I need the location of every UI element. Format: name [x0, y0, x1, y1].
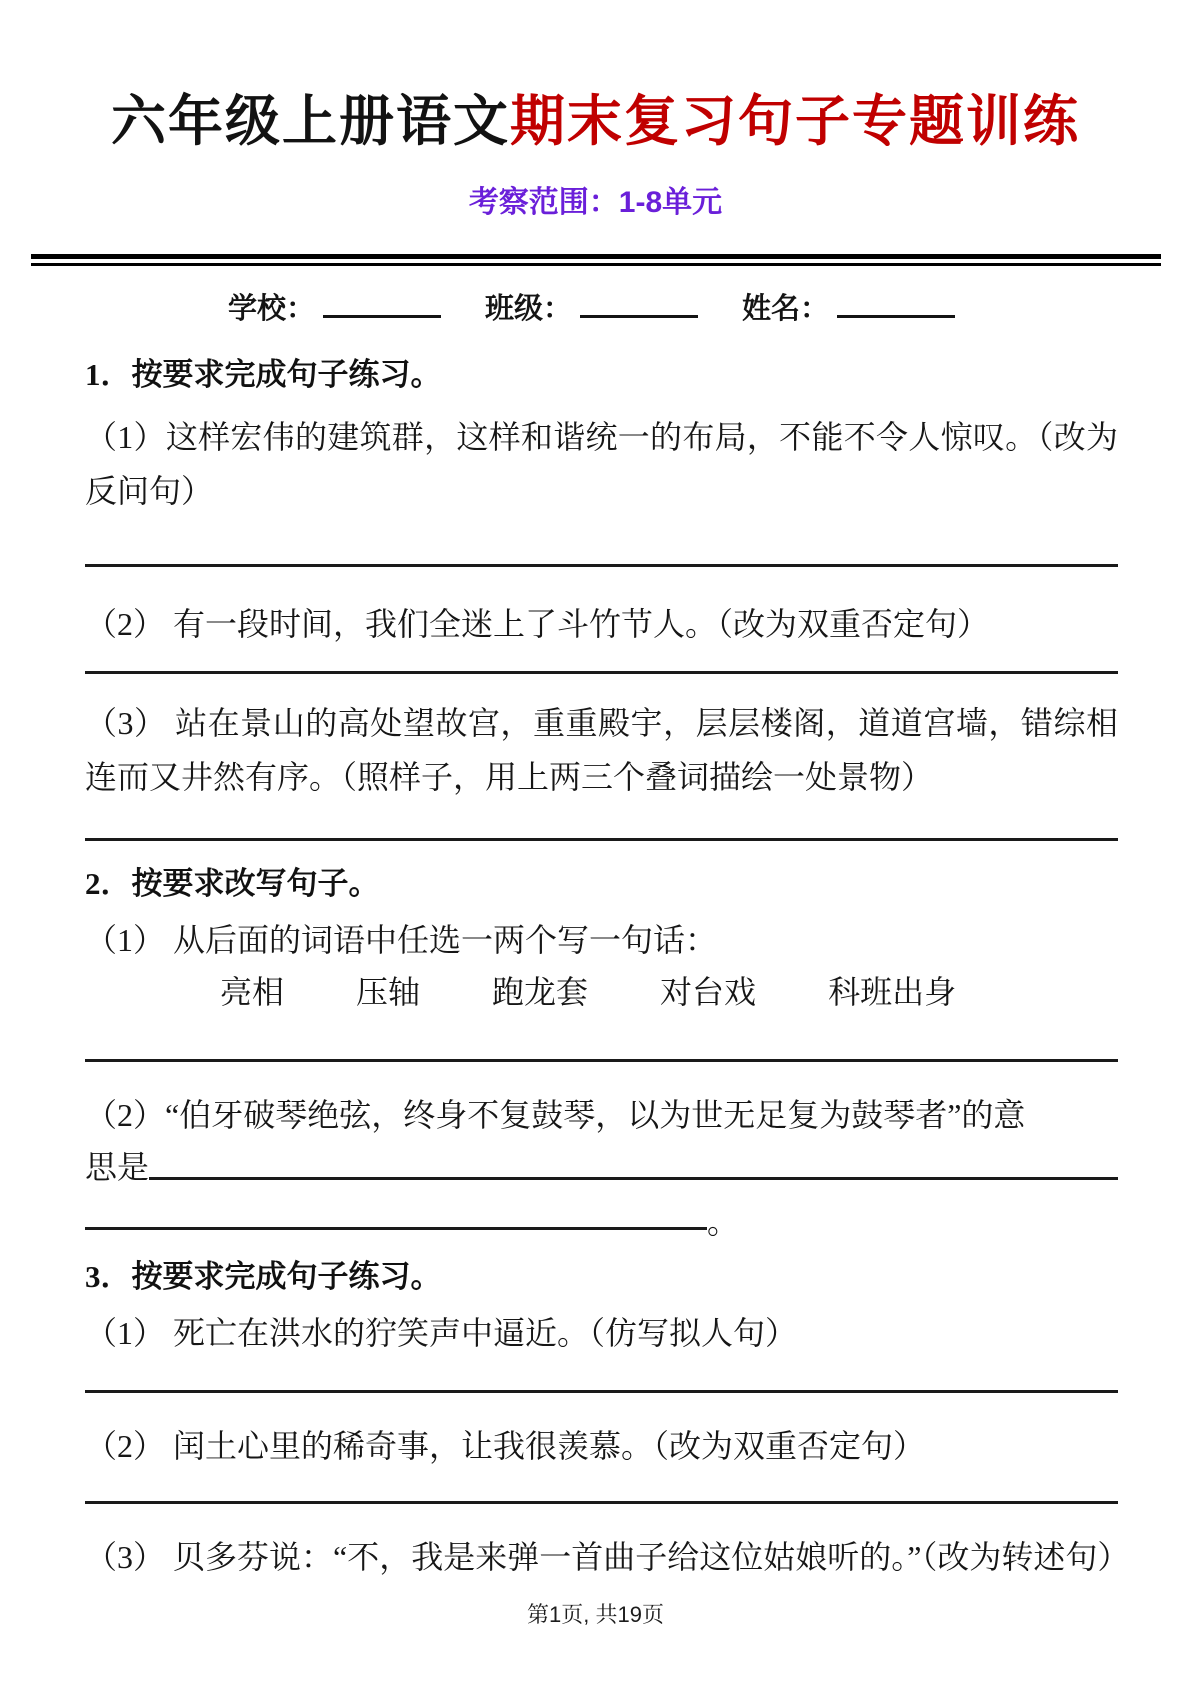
- section-3-heading: 3．按要求完成句子练习。: [85, 1259, 442, 1294]
- section-2-heading: 2．按要求改写句子。: [85, 866, 380, 901]
- worksheet-body: [0, 354, 1191, 1584]
- class-label: 班级：: [485, 293, 573, 325]
- word-choice-list: [220, 969, 1118, 1015]
- question-1-2: （2） 有一段时间，我们全迷上了斗竹节人。（改为双重否定句）: [85, 606, 990, 642]
- answer-line: [85, 1390, 1118, 1393]
- answer-line-inline: [149, 1142, 1118, 1180]
- question-2-2-line3: [85, 1202, 1118, 1242]
- question-1-3: （3） 站在景山的高处望故宫，重重殿宇，层层楼阁，道道宫墙，错综相连而又井然有序。（照样子，用上两三个叠词描绘一处景物）: [85, 705, 1118, 795]
- question-3-3: （3） 贝多芬说：“不，我是来弹一首曲子给这位姑娘听的。”（改为转述句）: [85, 1539, 1130, 1575]
- word-item: 对台戏: [660, 974, 757, 1010]
- question-2-2-prefix: 思是: [85, 1149, 150, 1185]
- word-item: 科班出身: [828, 974, 957, 1010]
- title-red-part: 期末复习句子专题训练: [510, 90, 1081, 152]
- question-2-2: [85, 1088, 1118, 1242]
- question-2-2-period: 。: [707, 1204, 740, 1240]
- class-blank-line: [580, 286, 698, 318]
- answer-line: [85, 1059, 1118, 1062]
- question-2-1: （1） 从后面的词语中任选一两个写一句话：: [85, 922, 718, 958]
- question-2-2-line2: [85, 1142, 1118, 1192]
- word-item: 压轴: [356, 974, 421, 1010]
- question-1-1: （1）这样宏伟的建筑群，这样和谐统一的布局，不能不令人惊叹。（改为反问句）: [85, 419, 1118, 509]
- student-info-row: [228, 286, 1191, 330]
- answer-line: [85, 671, 1118, 674]
- section-1-heading: 1．按要求完成句子练习。: [85, 357, 442, 392]
- question-2-2-line1: （2）“伯牙破琴绝弦，终身不复鼓琴，以为世无足复为鼓琴者”的意: [85, 1097, 1026, 1133]
- answer-line-inline: [85, 1227, 707, 1230]
- word-item: 亮相: [220, 974, 285, 1010]
- answer-line: [85, 564, 1118, 567]
- name-label: 姓名：: [742, 293, 830, 325]
- page-number: 第1页, 共19页: [527, 1602, 664, 1627]
- title-black-part: 六年级上册语文: [110, 90, 510, 152]
- question-3-1: （1） 死亡在洪水的狞笑声中逼近。（仿写拟人句）: [85, 1315, 798, 1351]
- question-3-2: （2） 闰土心里的稀奇事，让我很羡慕。（改为双重否定句）: [85, 1428, 926, 1464]
- answer-line: [85, 1501, 1118, 1504]
- school-blank-line: [323, 286, 441, 318]
- exam-scope-subtitle: 考察范围：1-8单元: [468, 186, 723, 219]
- word-item: 跑龙套: [492, 974, 589, 1010]
- school-label: 学校：: [228, 293, 316, 325]
- page-title: [0, 88, 1191, 154]
- name-blank-line: [837, 286, 955, 318]
- double-rule-separator: [31, 254, 1161, 266]
- answer-line: [85, 838, 1118, 841]
